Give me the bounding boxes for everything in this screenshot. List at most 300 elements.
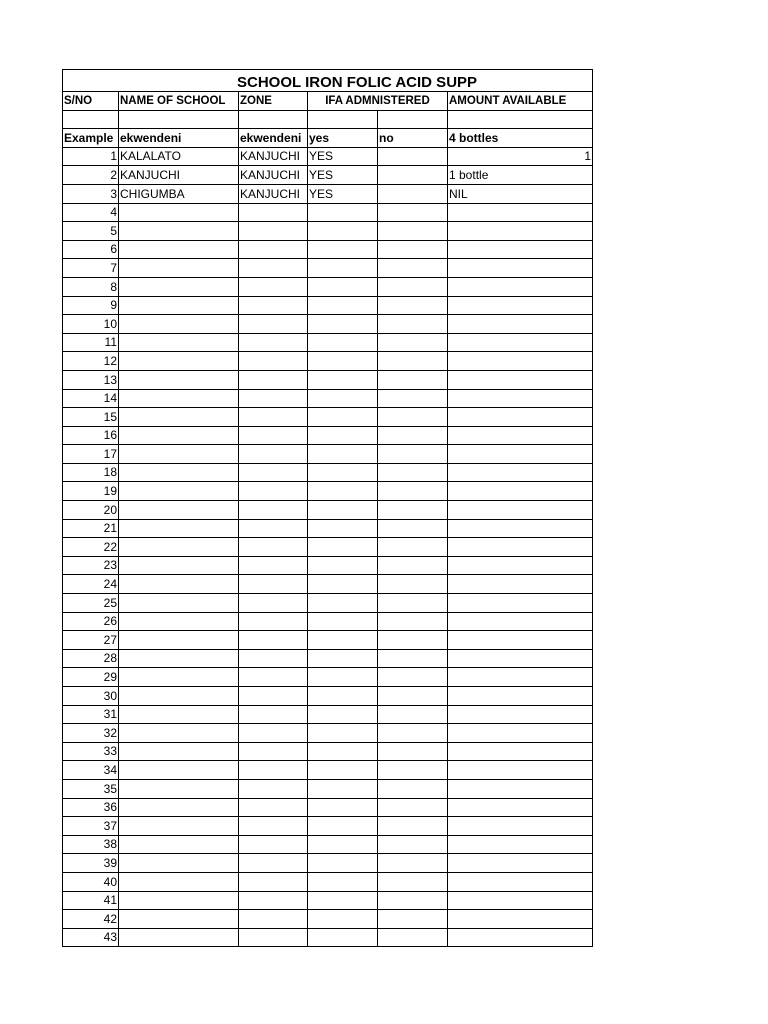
table-row [63, 501, 593, 520]
row-school[interactable] [119, 463, 239, 482]
row-zone[interactable] [239, 296, 308, 315]
row-zone[interactable] [239, 817, 308, 836]
row-ifa-yes[interactable] [308, 519, 378, 538]
row-school[interactable] [119, 835, 239, 854]
row-ifa-yes[interactable] [308, 222, 378, 241]
row-zone[interactable] [239, 315, 308, 334]
row-sno[interactable]: 30 [63, 687, 119, 706]
row-sno[interactable]: 41 [63, 891, 119, 910]
row-amount[interactable] [448, 277, 593, 296]
row-ifa-yes[interactable]: YES [308, 166, 378, 185]
row-zone[interactable] [239, 389, 308, 408]
row-zone[interactable] [239, 724, 308, 743]
row-sno[interactable]: 23 [63, 556, 119, 575]
header-sno: S/NO [63, 92, 119, 111]
row-school[interactable] [119, 779, 239, 798]
row-sno[interactable]: 26 [63, 612, 119, 631]
row-school[interactable] [119, 742, 239, 761]
row-ifa-no[interactable] [378, 649, 448, 668]
example-yes: yes [308, 129, 378, 148]
row-ifa-no[interactable] [378, 928, 448, 947]
row-zone[interactable] [239, 742, 308, 761]
table-row [63, 575, 593, 594]
row-ifa-no[interactable] [378, 222, 448, 241]
row-school[interactable] [119, 296, 239, 315]
row-amount[interactable] [448, 575, 593, 594]
row-zone[interactable] [239, 594, 308, 613]
row-amount[interactable]: 1 [448, 147, 593, 166]
row-zone[interactable] [239, 463, 308, 482]
row-ifa-yes[interactable] [308, 631, 378, 650]
row-sno[interactable]: 38 [63, 835, 119, 854]
row-zone[interactable] [239, 277, 308, 296]
row-ifa-yes[interactable] [308, 556, 378, 575]
row-ifa-yes[interactable] [308, 835, 378, 854]
row-ifa-yes[interactable] [308, 761, 378, 780]
row-sno[interactable]: 35 [63, 779, 119, 798]
row-sno[interactable]: 12 [63, 352, 119, 371]
row-school[interactable] [119, 910, 239, 929]
row-amount[interactable]: NIL [448, 184, 593, 203]
row-school[interactable] [119, 854, 239, 873]
row-school[interactable] [119, 501, 239, 520]
row-school[interactable] [119, 259, 239, 278]
row-amount[interactable] [448, 203, 593, 222]
row-zone[interactable] [239, 612, 308, 631]
cell [63, 110, 119, 129]
row-ifa-yes[interactable] [308, 724, 378, 743]
row-sno[interactable]: 37 [63, 817, 119, 836]
row-school[interactable] [119, 556, 239, 575]
row-ifa-no[interactable] [378, 296, 448, 315]
row-ifa-no[interactable] [378, 184, 448, 203]
row-sno[interactable]: 9 [63, 296, 119, 315]
spreadsheet [62, 69, 592, 947]
row-ifa-yes[interactable] [308, 315, 378, 334]
row-ifa-yes[interactable] [308, 370, 378, 389]
table-row [63, 668, 593, 687]
row-school[interactable] [119, 519, 239, 538]
row-ifa-no[interactable] [378, 891, 448, 910]
row-ifa-no[interactable] [378, 724, 448, 743]
row-zone[interactable] [239, 687, 308, 706]
row-sno[interactable]: 6 [63, 240, 119, 259]
row-school[interactable] [119, 594, 239, 613]
row-amount[interactable] [448, 854, 593, 873]
table-row [63, 445, 593, 464]
row-zone[interactable] [239, 501, 308, 520]
row-sno[interactable]: 28 [63, 649, 119, 668]
row-school[interactable] [119, 817, 239, 836]
row-zone[interactable] [239, 240, 308, 259]
row-amount[interactable] [448, 705, 593, 724]
row-school[interactable] [119, 631, 239, 650]
table-row [63, 631, 593, 650]
row-school[interactable] [119, 538, 239, 557]
row-school[interactable] [119, 687, 239, 706]
row-sno[interactable]: 17 [63, 445, 119, 464]
row-school[interactable] [119, 705, 239, 724]
row-ifa-no[interactable] [378, 463, 448, 482]
row-ifa-no[interactable] [378, 445, 448, 464]
row-sno[interactable]: 42 [63, 910, 119, 929]
row-school[interactable] [119, 370, 239, 389]
row-school[interactable] [119, 389, 239, 408]
header-school: NAME OF SCHOOL [119, 92, 239, 111]
row-amount[interactable] [448, 649, 593, 668]
row-zone[interactable] [239, 705, 308, 724]
row-school[interactable] [119, 798, 239, 817]
row-ifa-no[interactable] [378, 389, 448, 408]
row-school[interactable] [119, 575, 239, 594]
row-ifa-yes[interactable] [308, 817, 378, 836]
row-sno[interactable]: 43 [63, 928, 119, 947]
row-ifa-no[interactable] [378, 854, 448, 873]
row-amount[interactable] [448, 556, 593, 575]
example-zone: ekwendeni [239, 129, 308, 148]
row-ifa-yes[interactable] [308, 668, 378, 687]
row-school[interactable] [119, 445, 239, 464]
row-ifa-yes[interactable] [308, 779, 378, 798]
row-ifa-no[interactable] [378, 631, 448, 650]
row-zone[interactable] [239, 333, 308, 352]
row-ifa-yes[interactable] [308, 277, 378, 296]
row-amount[interactable] [448, 798, 593, 817]
row-sno[interactable]: 34 [63, 761, 119, 780]
header-ifa: IFA ADMNISTERED [308, 92, 448, 111]
row-ifa-no[interactable] [378, 501, 448, 520]
row-sno[interactable]: 19 [63, 482, 119, 501]
row-school[interactable] [119, 315, 239, 334]
row-sno[interactable]: 1 [63, 147, 119, 166]
row-sno[interactable]: 16 [63, 426, 119, 445]
row-amount[interactable] [448, 408, 593, 427]
row-ifa-yes[interactable] [308, 649, 378, 668]
row-zone[interactable] [239, 352, 308, 371]
row-ifa-no[interactable] [378, 482, 448, 501]
row-amount[interactable] [448, 817, 593, 836]
example-amount: 4 bottles [448, 129, 593, 148]
row-sno[interactable]: 13 [63, 370, 119, 389]
row-amount[interactable] [448, 779, 593, 798]
row-zone[interactable] [239, 556, 308, 575]
row-zone[interactable] [239, 668, 308, 687]
row-amount[interactable] [448, 612, 593, 631]
row-ifa-no[interactable] [378, 761, 448, 780]
row-ifa-yes[interactable] [308, 240, 378, 259]
row-zone[interactable] [239, 798, 308, 817]
row-amount[interactable] [448, 519, 593, 538]
row-ifa-no[interactable] [378, 668, 448, 687]
row-amount[interactable] [448, 835, 593, 854]
table-row [63, 519, 593, 538]
row-ifa-yes[interactable] [308, 259, 378, 278]
row-school[interactable] [119, 668, 239, 687]
row-ifa-yes[interactable] [308, 594, 378, 613]
row-amount[interactable] [448, 222, 593, 241]
row-amount[interactable] [448, 910, 593, 929]
row-ifa-yes[interactable] [308, 426, 378, 445]
row-amount[interactable] [448, 872, 593, 891]
table-row [63, 910, 593, 929]
row-sno[interactable]: 15 [63, 408, 119, 427]
row-amount[interactable] [448, 538, 593, 557]
row-amount[interactable] [448, 482, 593, 501]
row-ifa-yes[interactable] [308, 296, 378, 315]
row-school[interactable] [119, 352, 239, 371]
row-zone[interactable] [239, 872, 308, 891]
row-ifa-no[interactable] [378, 835, 448, 854]
row-sno[interactable]: 8 [63, 277, 119, 296]
row-ifa-no[interactable] [378, 259, 448, 278]
row-ifa-yes[interactable] [308, 203, 378, 222]
cell [378, 110, 448, 129]
table-row [63, 222, 593, 241]
row-ifa-no[interactable] [378, 203, 448, 222]
row-sno[interactable]: 2 [63, 166, 119, 185]
row-amount[interactable] [448, 687, 593, 706]
row-sno[interactable]: 24 [63, 575, 119, 594]
example-no: no [378, 129, 448, 148]
row-zone[interactable] [239, 203, 308, 222]
row-sno[interactable]: 21 [63, 519, 119, 538]
table-row [63, 389, 593, 408]
table-row [63, 352, 593, 371]
row-ifa-no[interactable] [378, 612, 448, 631]
row-zone[interactable] [239, 854, 308, 873]
row-ifa-no[interactable] [378, 277, 448, 296]
row-amount[interactable] [448, 315, 593, 334]
row-amount[interactable] [448, 445, 593, 464]
row-ifa-no[interactable] [378, 426, 448, 445]
table-row [63, 649, 593, 668]
row-ifa-yes[interactable] [308, 798, 378, 817]
row-zone[interactable]: KANJUCHI [239, 147, 308, 166]
row-amount[interactable] [448, 370, 593, 389]
row-school[interactable] [119, 240, 239, 259]
row-school[interactable] [119, 761, 239, 780]
table-row [63, 556, 593, 575]
row-ifa-no[interactable] [378, 538, 448, 557]
row-amount[interactable] [448, 928, 593, 947]
row-amount[interactable] [448, 352, 593, 371]
row-amount[interactable] [448, 761, 593, 780]
row-ifa-no[interactable] [378, 872, 448, 891]
row-zone[interactable] [239, 910, 308, 929]
row-zone[interactable] [239, 259, 308, 278]
row-ifa-yes[interactable] [308, 612, 378, 631]
row-ifa-no[interactable] [378, 166, 448, 185]
row-ifa-yes[interactable] [308, 389, 378, 408]
table-row [63, 687, 593, 706]
row-ifa-yes[interactable] [308, 854, 378, 873]
row-zone[interactable] [239, 779, 308, 798]
row-sno[interactable]: 3 [63, 184, 119, 203]
row-amount[interactable] [448, 259, 593, 278]
row-ifa-yes[interactable] [308, 352, 378, 371]
row-sno[interactable]: 32 [63, 724, 119, 743]
table-row [63, 817, 593, 836]
row-ifa-yes[interactable] [308, 575, 378, 594]
row-sno[interactable]: 27 [63, 631, 119, 650]
table-row [63, 184, 593, 203]
row-ifa-no[interactable] [378, 687, 448, 706]
row-ifa-yes[interactable] [308, 705, 378, 724]
row-amount[interactable] [448, 501, 593, 520]
row-amount[interactable] [448, 668, 593, 687]
row-sno[interactable]: 20 [63, 501, 119, 520]
row-ifa-yes[interactable] [308, 333, 378, 352]
table-row [63, 408, 593, 427]
row-zone[interactable] [239, 519, 308, 538]
row-ifa-yes[interactable]: YES [308, 184, 378, 203]
row-school[interactable] [119, 612, 239, 631]
row-school[interactable] [119, 872, 239, 891]
table-row [63, 742, 593, 761]
row-zone[interactable] [239, 445, 308, 464]
table-row [63, 779, 593, 798]
row-sno[interactable]: 10 [63, 315, 119, 334]
row-ifa-no[interactable] [378, 315, 448, 334]
row-ifa-no[interactable] [378, 817, 448, 836]
row-zone[interactable] [239, 482, 308, 501]
row-sno[interactable]: 22 [63, 538, 119, 557]
row-ifa-no[interactable] [378, 910, 448, 929]
row-zone[interactable] [239, 426, 308, 445]
row-school[interactable]: KANJUCHI [119, 166, 239, 185]
row-school[interactable]: CHIGUMBA [119, 184, 239, 203]
row-zone[interactable] [239, 631, 308, 650]
row-ifa-yes[interactable] [308, 872, 378, 891]
row-ifa-yes[interactable]: YES [308, 147, 378, 166]
row-amount[interactable] [448, 296, 593, 315]
row-sno[interactable]: 14 [63, 389, 119, 408]
row-ifa-no[interactable] [378, 519, 448, 538]
table-row [63, 891, 593, 910]
table-row [63, 166, 593, 185]
row-ifa-no[interactable] [378, 705, 448, 724]
table-row [63, 426, 593, 445]
row-school[interactable] [119, 203, 239, 222]
row-ifa-yes[interactable] [308, 482, 378, 501]
row-amount[interactable] [448, 389, 593, 408]
row-amount[interactable]: 1 bottle [448, 166, 593, 185]
row-sno[interactable]: 7 [63, 259, 119, 278]
row-sno[interactable]: 11 [63, 333, 119, 352]
row-ifa-no[interactable] [378, 742, 448, 761]
row-zone[interactable]: KANJUCHI [239, 166, 308, 185]
row-zone[interactable]: KANJUCHI [239, 184, 308, 203]
row-ifa-no[interactable] [378, 240, 448, 259]
row-zone[interactable] [239, 222, 308, 241]
row-ifa-no[interactable] [378, 594, 448, 613]
table-row [63, 482, 593, 501]
row-zone[interactable] [239, 538, 308, 557]
row-amount[interactable] [448, 240, 593, 259]
row-amount[interactable] [448, 426, 593, 445]
row-sno[interactable]: 29 [63, 668, 119, 687]
row-school[interactable]: KALALATO [119, 147, 239, 166]
row-sno[interactable]: 31 [63, 705, 119, 724]
row-ifa-yes[interactable] [308, 445, 378, 464]
row-sno[interactable]: 40 [63, 872, 119, 891]
row-school[interactable] [119, 482, 239, 501]
row-sno[interactable]: 39 [63, 854, 119, 873]
row-ifa-yes[interactable] [308, 910, 378, 929]
row-ifa-no[interactable] [378, 575, 448, 594]
table-row [63, 854, 593, 873]
row-school[interactable] [119, 649, 239, 668]
row-amount[interactable] [448, 724, 593, 743]
row-amount[interactable] [448, 891, 593, 910]
row-amount[interactable] [448, 333, 593, 352]
table-row [63, 538, 593, 557]
row-zone[interactable] [239, 370, 308, 389]
row-school[interactable] [119, 928, 239, 947]
row-school[interactable] [119, 333, 239, 352]
row-zone[interactable] [239, 891, 308, 910]
row-school[interactable] [119, 426, 239, 445]
row-school[interactable] [119, 408, 239, 427]
row-ifa-yes[interactable] [308, 928, 378, 947]
row-amount[interactable] [448, 463, 593, 482]
row-ifa-no[interactable] [378, 556, 448, 575]
row-school[interactable] [119, 277, 239, 296]
row-ifa-yes[interactable] [308, 742, 378, 761]
row-zone[interactable] [239, 575, 308, 594]
header-row [63, 92, 593, 111]
row-sno[interactable]: 36 [63, 798, 119, 817]
row-ifa-yes[interactable] [308, 891, 378, 910]
example-sno: Example [63, 129, 119, 148]
row-sno[interactable]: 4 [63, 203, 119, 222]
row-ifa-no[interactable] [378, 370, 448, 389]
row-ifa-no[interactable] [378, 352, 448, 371]
row-ifa-yes[interactable] [308, 463, 378, 482]
cell [308, 110, 378, 129]
row-ifa-no[interactable] [378, 408, 448, 427]
table-row [63, 147, 593, 166]
row-sno[interactable]: 5 [63, 222, 119, 241]
cell [119, 110, 239, 129]
row-ifa-no[interactable] [378, 798, 448, 817]
row-amount[interactable] [448, 631, 593, 650]
row-ifa-no[interactable] [378, 779, 448, 798]
table-row [63, 463, 593, 482]
row-zone[interactable] [239, 408, 308, 427]
table-row [63, 370, 593, 389]
row-ifa-no[interactable] [378, 333, 448, 352]
row-zone[interactable] [239, 649, 308, 668]
row-zone[interactable] [239, 835, 308, 854]
row-school[interactable] [119, 891, 239, 910]
row-ifa-yes[interactable] [308, 408, 378, 427]
row-zone[interactable] [239, 928, 308, 947]
row-sno[interactable]: 25 [63, 594, 119, 613]
row-school[interactable] [119, 724, 239, 743]
row-ifa-yes[interactable] [308, 501, 378, 520]
row-school[interactable] [119, 222, 239, 241]
row-sno[interactable]: 33 [63, 742, 119, 761]
row-ifa-yes[interactable] [308, 538, 378, 557]
row-amount[interactable] [448, 594, 593, 613]
row-ifa-no[interactable] [378, 147, 448, 166]
sheet-title: SCHOOL IRON FOLIC ACID SUPP [63, 70, 593, 92]
row-amount[interactable] [448, 742, 593, 761]
row-ifa-yes[interactable] [308, 687, 378, 706]
row-sno[interactable]: 18 [63, 463, 119, 482]
row-zone[interactable] [239, 761, 308, 780]
